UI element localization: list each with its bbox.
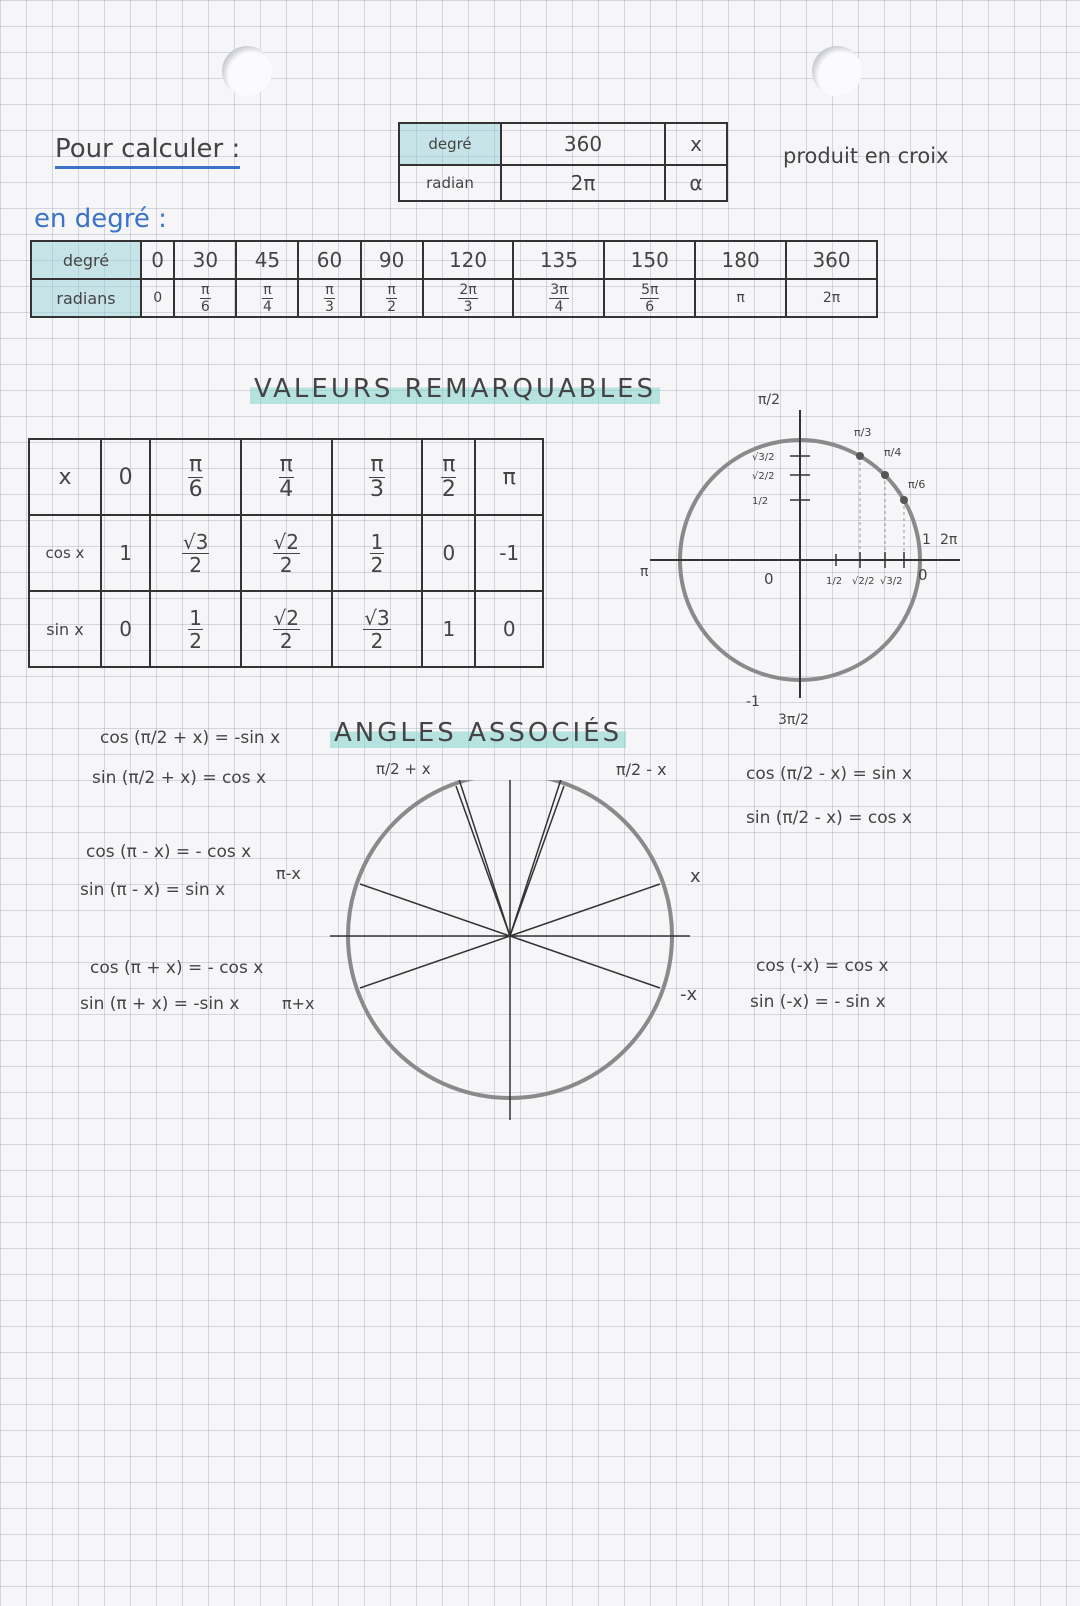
valeur-cell-cos xyxy=(475,515,543,591)
fraction-denominator: 2 xyxy=(189,628,202,653)
formula-cos-neg: cos (-x) = cos x xyxy=(756,956,889,976)
fraction xyxy=(369,451,384,502)
radian-cell xyxy=(141,279,174,317)
radian-cell xyxy=(695,279,786,317)
label-x: x xyxy=(690,866,701,887)
conv-cell: x xyxy=(665,123,727,165)
label-one-right: 1 xyxy=(922,532,931,548)
cross-product-text: produit en croix xyxy=(783,144,949,168)
fraction xyxy=(279,451,294,502)
fraction-denominator: 6 xyxy=(188,476,203,502)
cell-value: 0 xyxy=(153,290,163,306)
fraction xyxy=(262,283,272,314)
formula-sin-pi-minus: sin (π - x) = sin x xyxy=(80,880,226,900)
label-bottom: 3π/2 xyxy=(778,712,809,728)
label-ytick-2: √2/2 xyxy=(752,471,775,482)
conv-cell: 2π xyxy=(501,165,665,201)
radian-cell xyxy=(236,279,298,317)
formula-sin-pi2-plus: sin (π/2 + x) = cos x xyxy=(92,768,267,788)
val-label-sin: sin x xyxy=(29,591,101,667)
degree-cell: 30 xyxy=(174,241,236,279)
degree-cell: 120 xyxy=(423,241,514,279)
degree-radian-table xyxy=(30,240,878,318)
conv-cell: α xyxy=(665,165,727,201)
fraction-numerator: π xyxy=(279,451,293,477)
cell-value: 0 xyxy=(118,464,133,490)
angle-ray xyxy=(360,884,510,936)
valeur-cell-sin xyxy=(422,591,475,667)
cell-value: 1 xyxy=(442,617,456,641)
point-pi-3 xyxy=(856,452,864,460)
fraction-numerator: 1 xyxy=(370,529,384,554)
valeur-cell-cos xyxy=(422,515,475,591)
angle-ray xyxy=(456,780,510,936)
fraction xyxy=(188,605,203,653)
fraction-denominator: 2 xyxy=(189,552,202,577)
fraction-denominator: 4 xyxy=(262,298,272,315)
label-xtick-2: √2/2 xyxy=(852,576,875,587)
degree-cell: 150 xyxy=(604,241,695,279)
degree-cell: 90 xyxy=(361,241,423,279)
cell-value: 1 xyxy=(119,541,132,565)
fraction-numerator: π xyxy=(370,451,384,477)
fraction-denominator: 6 xyxy=(200,298,210,315)
cell-value: π xyxy=(502,464,516,490)
fraction-numerator: √2 xyxy=(273,529,299,554)
fraction xyxy=(458,283,477,314)
intro-text: Pour calculer : xyxy=(55,134,240,169)
valeur-cell-x xyxy=(422,439,475,515)
cell-value: 2π xyxy=(822,290,841,306)
formula-cos-pi2-minus: cos (π/2 - x) = sin x xyxy=(746,764,912,784)
binder-hole-right xyxy=(812,46,862,96)
valeur-cell-sin xyxy=(150,591,241,667)
label-top: π/2 xyxy=(758,392,781,408)
binder-hole-left xyxy=(222,46,272,96)
conv-label-degre: degré xyxy=(399,123,501,165)
radian-cell xyxy=(513,279,604,317)
degree-cell: 45 xyxy=(236,241,298,279)
label-zero-right: 0 xyxy=(918,566,928,584)
label-zero-center: 0 xyxy=(764,570,774,588)
degree-cell: 360 xyxy=(786,241,877,279)
formula-sin-neg: sin (-x) = - sin x xyxy=(750,992,886,1012)
associated-angles-diagram xyxy=(320,780,740,1140)
valeur-cell-x xyxy=(150,439,241,515)
degree-cell: 135 xyxy=(513,241,604,279)
fraction xyxy=(370,529,385,577)
radian-cell xyxy=(174,279,236,317)
fraction xyxy=(273,529,300,577)
fraction-denominator: 2 xyxy=(441,476,456,502)
label-xtick-3: √3/2 xyxy=(880,576,903,587)
cell-value: 0 xyxy=(502,617,516,641)
conversion-table xyxy=(398,122,728,202)
angles-title xyxy=(330,718,626,748)
conv-cell: 360 xyxy=(501,123,665,165)
valeur-cell-sin xyxy=(241,591,332,667)
degree-cell: 180 xyxy=(695,241,786,279)
fraction-numerator: π xyxy=(201,281,210,298)
label-bottom-neg: -1 xyxy=(746,694,760,710)
valeur-cell-x xyxy=(241,439,332,515)
fraction-denominator: 2 xyxy=(279,628,293,653)
label-angle-pi3: π/3 xyxy=(854,426,872,439)
fraction-denominator: 2 xyxy=(370,628,384,653)
fraction-numerator: √2 xyxy=(273,605,299,630)
radian-cell xyxy=(604,279,695,317)
fraction-numerator: π xyxy=(442,451,456,477)
fraction xyxy=(549,283,568,314)
fraction-numerator: π xyxy=(188,451,203,477)
valeurs-title xyxy=(250,374,660,404)
fraction xyxy=(324,283,334,314)
angle-ray xyxy=(510,936,660,988)
fraction-numerator: π xyxy=(263,281,272,298)
point-pi-4 xyxy=(881,471,889,479)
cell-value: 0 xyxy=(442,541,456,565)
angle-ray xyxy=(360,936,510,988)
label-minus-x: -x xyxy=(680,984,698,1005)
fraction xyxy=(640,283,659,314)
formula-sin-pi-plus: sin (π + x) = -sin x xyxy=(80,994,240,1014)
label-ytick-1: √3/2 xyxy=(752,452,775,463)
conv-label-radian: radian xyxy=(399,165,501,201)
angle-ray xyxy=(510,780,564,936)
fraction-numerator: π xyxy=(387,281,396,298)
angle-ray xyxy=(510,884,660,936)
fraction xyxy=(188,451,203,502)
fraction xyxy=(386,283,396,314)
fraction-numerator: √3 xyxy=(182,529,209,554)
valeur-cell-sin xyxy=(101,591,150,667)
valeur-cell-cos xyxy=(150,515,241,591)
radian-cell xyxy=(361,279,423,317)
formula-sin-pi2-minus: sin (π/2 - x) = cos x xyxy=(746,808,912,828)
valeur-cell-x xyxy=(101,439,150,515)
rad-row-label: radians xyxy=(31,279,141,317)
valeur-cell-cos xyxy=(101,515,150,591)
radian-cell xyxy=(298,279,360,317)
fraction-numerator: 1 xyxy=(189,605,202,630)
fraction-numerator: √3 xyxy=(364,605,390,630)
valeurs-title-text: VALEURS REMARQUABLES xyxy=(250,374,660,404)
label-pi-minus-x: π-x xyxy=(276,864,301,883)
formula-cos-pi-plus: cos (π + x) = - cos x xyxy=(90,958,264,978)
fraction-denominator: 2 xyxy=(370,552,384,577)
fraction xyxy=(200,283,210,314)
valeur-cell-cos xyxy=(241,515,332,591)
fraction-numerator: 3π xyxy=(550,281,568,298)
fraction-denominator: 4 xyxy=(279,476,294,502)
label-pi2-plus-x: π/2 + x xyxy=(376,760,431,778)
radian-cell xyxy=(786,279,877,317)
fraction-denominator: 3 xyxy=(463,298,473,315)
valeurs-table xyxy=(28,438,544,668)
degree-cell: 60 xyxy=(298,241,360,279)
val-label-x: x xyxy=(29,439,101,515)
fraction-denominator: 2 xyxy=(279,552,293,577)
val-label-cos: cos x xyxy=(29,515,101,591)
valeur-cell-x xyxy=(332,439,423,515)
fraction xyxy=(363,605,390,653)
fraction-numerator: π xyxy=(325,281,334,298)
formula-cos-pi2-plus: cos (π/2 + x) = -sin x xyxy=(100,728,281,748)
deg-row-label: degré xyxy=(31,241,141,279)
cell-value: π xyxy=(736,290,745,306)
label-2pi-right: 2π xyxy=(940,532,958,548)
unit-circle-diagram xyxy=(640,380,1020,740)
label-pi-left: π xyxy=(640,564,649,580)
degree-section-label: en degré : xyxy=(34,204,167,234)
fraction-denominator: 3 xyxy=(325,298,334,315)
valeur-cell-x xyxy=(475,439,543,515)
radian-cell xyxy=(423,279,514,317)
label-pi2-minus-x: π/2 - x xyxy=(616,760,667,779)
fraction-denominator: 3 xyxy=(369,476,384,502)
valeur-cell-sin xyxy=(332,591,423,667)
fraction-denominator: 4 xyxy=(554,298,564,315)
label-angle-pi4: π/4 xyxy=(884,446,902,459)
fraction-denominator: 2 xyxy=(387,298,397,315)
degree-cell: 0 xyxy=(141,241,174,279)
valeur-cell-sin xyxy=(475,591,543,667)
fraction-denominator: 6 xyxy=(645,298,655,315)
fraction xyxy=(273,605,300,653)
point-pi-6 xyxy=(900,496,908,504)
formula-cos-pi-minus: cos (π - x) = - cos x xyxy=(86,842,252,862)
label-angle-pi6: π/6 xyxy=(908,478,926,491)
cell-value: 0 xyxy=(119,617,132,641)
label-ytick-3: 1/2 xyxy=(752,496,769,507)
cell-value: -1 xyxy=(499,541,520,565)
fraction-numerator: 2π xyxy=(459,281,477,298)
valeur-cell-cos xyxy=(332,515,423,591)
label-pi-plus-x: π+x xyxy=(282,994,315,1013)
fraction xyxy=(441,451,456,502)
fraction xyxy=(182,529,209,577)
label-xtick-1: 1/2 xyxy=(826,576,843,587)
fraction-numerator: 5π xyxy=(641,281,659,298)
angles-title-text: ANGLES ASSOCIÉS xyxy=(330,718,626,748)
